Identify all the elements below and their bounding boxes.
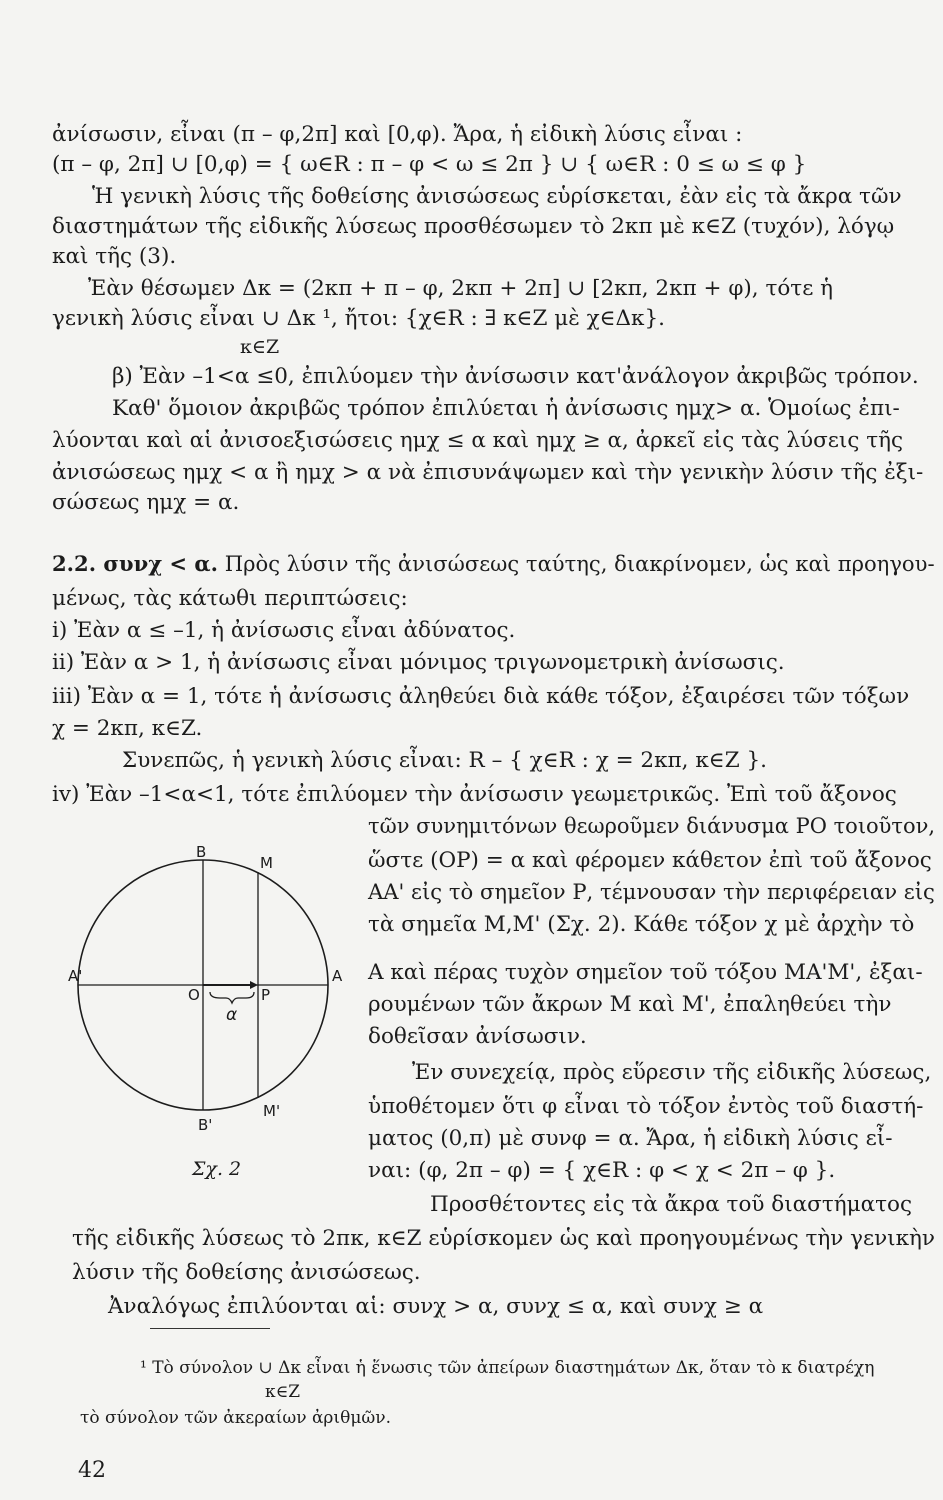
text-line: ναι: (φ, 2π – φ) = { χ∈R : φ < χ < 2π – φ }. xyxy=(368,1158,836,1183)
text-line: τῶν συνημιτόνων θεωροῦμεν διάνυσμα ΡΟ τοιοῦτον, xyxy=(368,814,936,839)
text-line: iv) Ἐὰν –1<α<1, τότε ἐπιλύομεν τὴν ἀνίσωσιν γεωμετρικῶς. Ἐπὶ τοῦ ἄξονος xyxy=(52,782,897,807)
text-line: καὶ τῆς (3). xyxy=(52,244,177,269)
arrow-head-icon xyxy=(250,981,258,989)
text-line: Καθ' ὅμοιον ἀκριβῶς τρόπον ἐπιλύεται ἡ ἀνίσωσις ημχ> α. Ὁμοίως ἐπι- xyxy=(112,396,900,421)
figure-caption: Σχ. 2 xyxy=(192,1158,242,1180)
label-alpha: α xyxy=(226,1005,238,1025)
text-line: Ἐὰν θέσωμεν Δκ = (2κπ + π – φ, 2κπ + 2π] ∪ [2κπ, 2κπ + φ), τότε ἡ xyxy=(88,276,834,301)
text-line-subscript: κ∈Z xyxy=(240,336,280,358)
label-A-prime: A' xyxy=(68,967,83,985)
text-line: ὥστε (ΟΡ) = α καὶ φέρομεν κάθετον ἐπὶ τοῦ ἄξονος xyxy=(368,848,932,873)
figure-unit-circle xyxy=(60,840,350,1150)
label-M: M xyxy=(260,854,273,872)
text-line: ii) Ἐὰν α > 1, ἡ ἀνίσωσις εἶναι μόνιμος τριγωνομετρικὴ ἀνίσωσις. xyxy=(52,650,785,675)
label-A: A xyxy=(332,967,343,985)
text-line: Ἡ γενικὴ λύσις τῆς δοθείσης ἀνισώσεως εὑρίσκεται, ἐὰν εἰς τὰ ἄκρα τῶν xyxy=(92,184,902,209)
text-line: ματος (0,π) μὲ συνφ = α. Ἄρα, ἡ εἰδικὴ λύσις εἶ- xyxy=(368,1126,893,1151)
label-M-prime: M' xyxy=(263,1102,281,1120)
text-line: Ἀναλόγως ἐπιλύονται αἱ: συνχ > α, συνχ ≤ α, καὶ συνχ ≥ α xyxy=(108,1294,764,1319)
section-text: Πρὸς λύσιν τῆς ἀνισώσεως ταύτης, διακρίνομεν, ὡς καὶ προηγου- xyxy=(224,552,935,577)
footnote-line: ¹ Τὸ σύνολον ∪ Δκ εἶναι ἡ ἕνωσις τῶν ἀπείρων διαστημάτων Δκ, ὅταν τὸ κ διατρέχη xyxy=(140,1358,875,1378)
text-line: Ἐν συνεχείᾳ, πρὸς εὕρεσιν τῆς εἰδικῆς λύσεως, xyxy=(412,1060,932,1085)
text-line: τῆς εἰδικῆς λύσεως τὸ 2πκ, κ∈Z εὑρίσκομεν ὡς καὶ προηγουμένως τὴν γενικὴν xyxy=(72,1226,936,1251)
text-line: Α καὶ πέρας τυχὸν σημεῖον τοῦ τόξου ΜΑ'Μ', ἐξαι- xyxy=(368,960,923,985)
text-line: Συνεπῶς, ἡ γενικὴ λύσις εἶναι: R – { χ∈R : χ = 2κπ, κ∈Z }. xyxy=(122,748,767,773)
footnote-rule xyxy=(150,1328,270,1329)
text-line: χ = 2κπ, κ∈Z. xyxy=(52,716,203,741)
label-B-prime: B' xyxy=(198,1116,213,1134)
text-line: Προσθέτοντες εἰς τὰ ἄκρα τοῦ διαστήματος xyxy=(430,1192,913,1217)
text-line: ἀνίσωσιν, εἶναι (π – φ,2π] καὶ [0,φ). Ἄρα, ἡ εἰδικὴ λύσις εἶναι : xyxy=(52,122,743,147)
label-O: O xyxy=(188,986,200,1004)
text-line: ὑποθέτομεν ὅτι φ εἶναι τὸ τόξον ἐντὸς τοῦ διαστή- xyxy=(368,1094,924,1119)
footnote-line: τὸ σύνολον τῶν ἀκεραίων ἀριθμῶν. xyxy=(80,1408,391,1428)
label-B: B xyxy=(196,843,207,861)
text-line: τὰ σημεῖα Μ,Μ' (Σχ. 2). Κάθε τόξον χ μὲ ἀρχὴν τὸ xyxy=(368,912,915,937)
text-line: γενικὴ λύσις εἶναι ∪ Δκ ¹, ἤτοι: {χ∈R : ∃ κ∈Z μὲ χ∈Δκ}. xyxy=(52,306,666,331)
text-line: μένως, τὰς κάτωθι περιπτώσεις: xyxy=(52,586,408,611)
text-line: σώσεως ημχ = α. xyxy=(52,490,240,515)
text-line: λύσιν τῆς δοθείσης ἀνισώσεως. xyxy=(72,1260,421,1285)
text-line: ΑΑ' εἰς τὸ σημεῖον Ρ, τέμνουσαν τὴν περιφέρειαν εἰς xyxy=(368,880,935,905)
text-line: δοθεῖσαν ἀνίσωσιν. xyxy=(368,1024,587,1049)
text-line: διαστημάτων τῆς εἰδικῆς λύσεως προσθέσωμεν τὸ 2κπ μὲ κ∈Z (τυχόν), λόγῳ xyxy=(52,214,895,239)
text-line: ρουμένων τῶν ἄκρων Μ καὶ Μ', ἐπαληθεύει τὴν xyxy=(368,992,892,1017)
text-line: (π – φ, 2π] ∪ [0,φ) = { ω∈R : π – φ < ω ≤ 2π } ∪ { ω∈R : 0 ≤ ω ≤ φ } xyxy=(52,152,807,177)
page-number: 42 xyxy=(78,1458,106,1483)
text-line: i) Ἐὰν α ≤ –1, ἡ ἀνίσωσις εἶναι ἀδύνατος. xyxy=(52,618,516,643)
section-heading: 2.2. συνχ < α. xyxy=(52,552,219,577)
text-line: β) Ἐὰν –1<α ≤0, ἐπιλύομεν τὴν ἀνίσωσιν κατ'ἀνάλογον ἀκριβῶς τρόπον. xyxy=(112,364,919,389)
label-P: P xyxy=(261,986,271,1004)
brace-icon xyxy=(210,992,254,1003)
text-line: λύονται καὶ αἱ ἀνισοεξισώσεις ημχ ≤ α καὶ ημχ ≥ α, ἀρκεῖ εἰς τὰς λύσεις τῆς xyxy=(52,428,904,453)
text-line: iii) Ἐὰν α = 1, τότε ἡ ἀνίσωσις ἀληθεύει διὰ κάθε τόξον, ἐξαιρέσει τῶν τόξων xyxy=(52,684,910,709)
text-line: ἀνισώσεως ημχ < α ἢ ημχ > α νὰ ἐπισυνάψωμεν καὶ τὴν γενικὴν λύσιν τῆς ἐξι- xyxy=(52,460,924,485)
footnote-subscript: κ∈Z xyxy=(265,1382,301,1402)
section-line xyxy=(52,552,935,578)
